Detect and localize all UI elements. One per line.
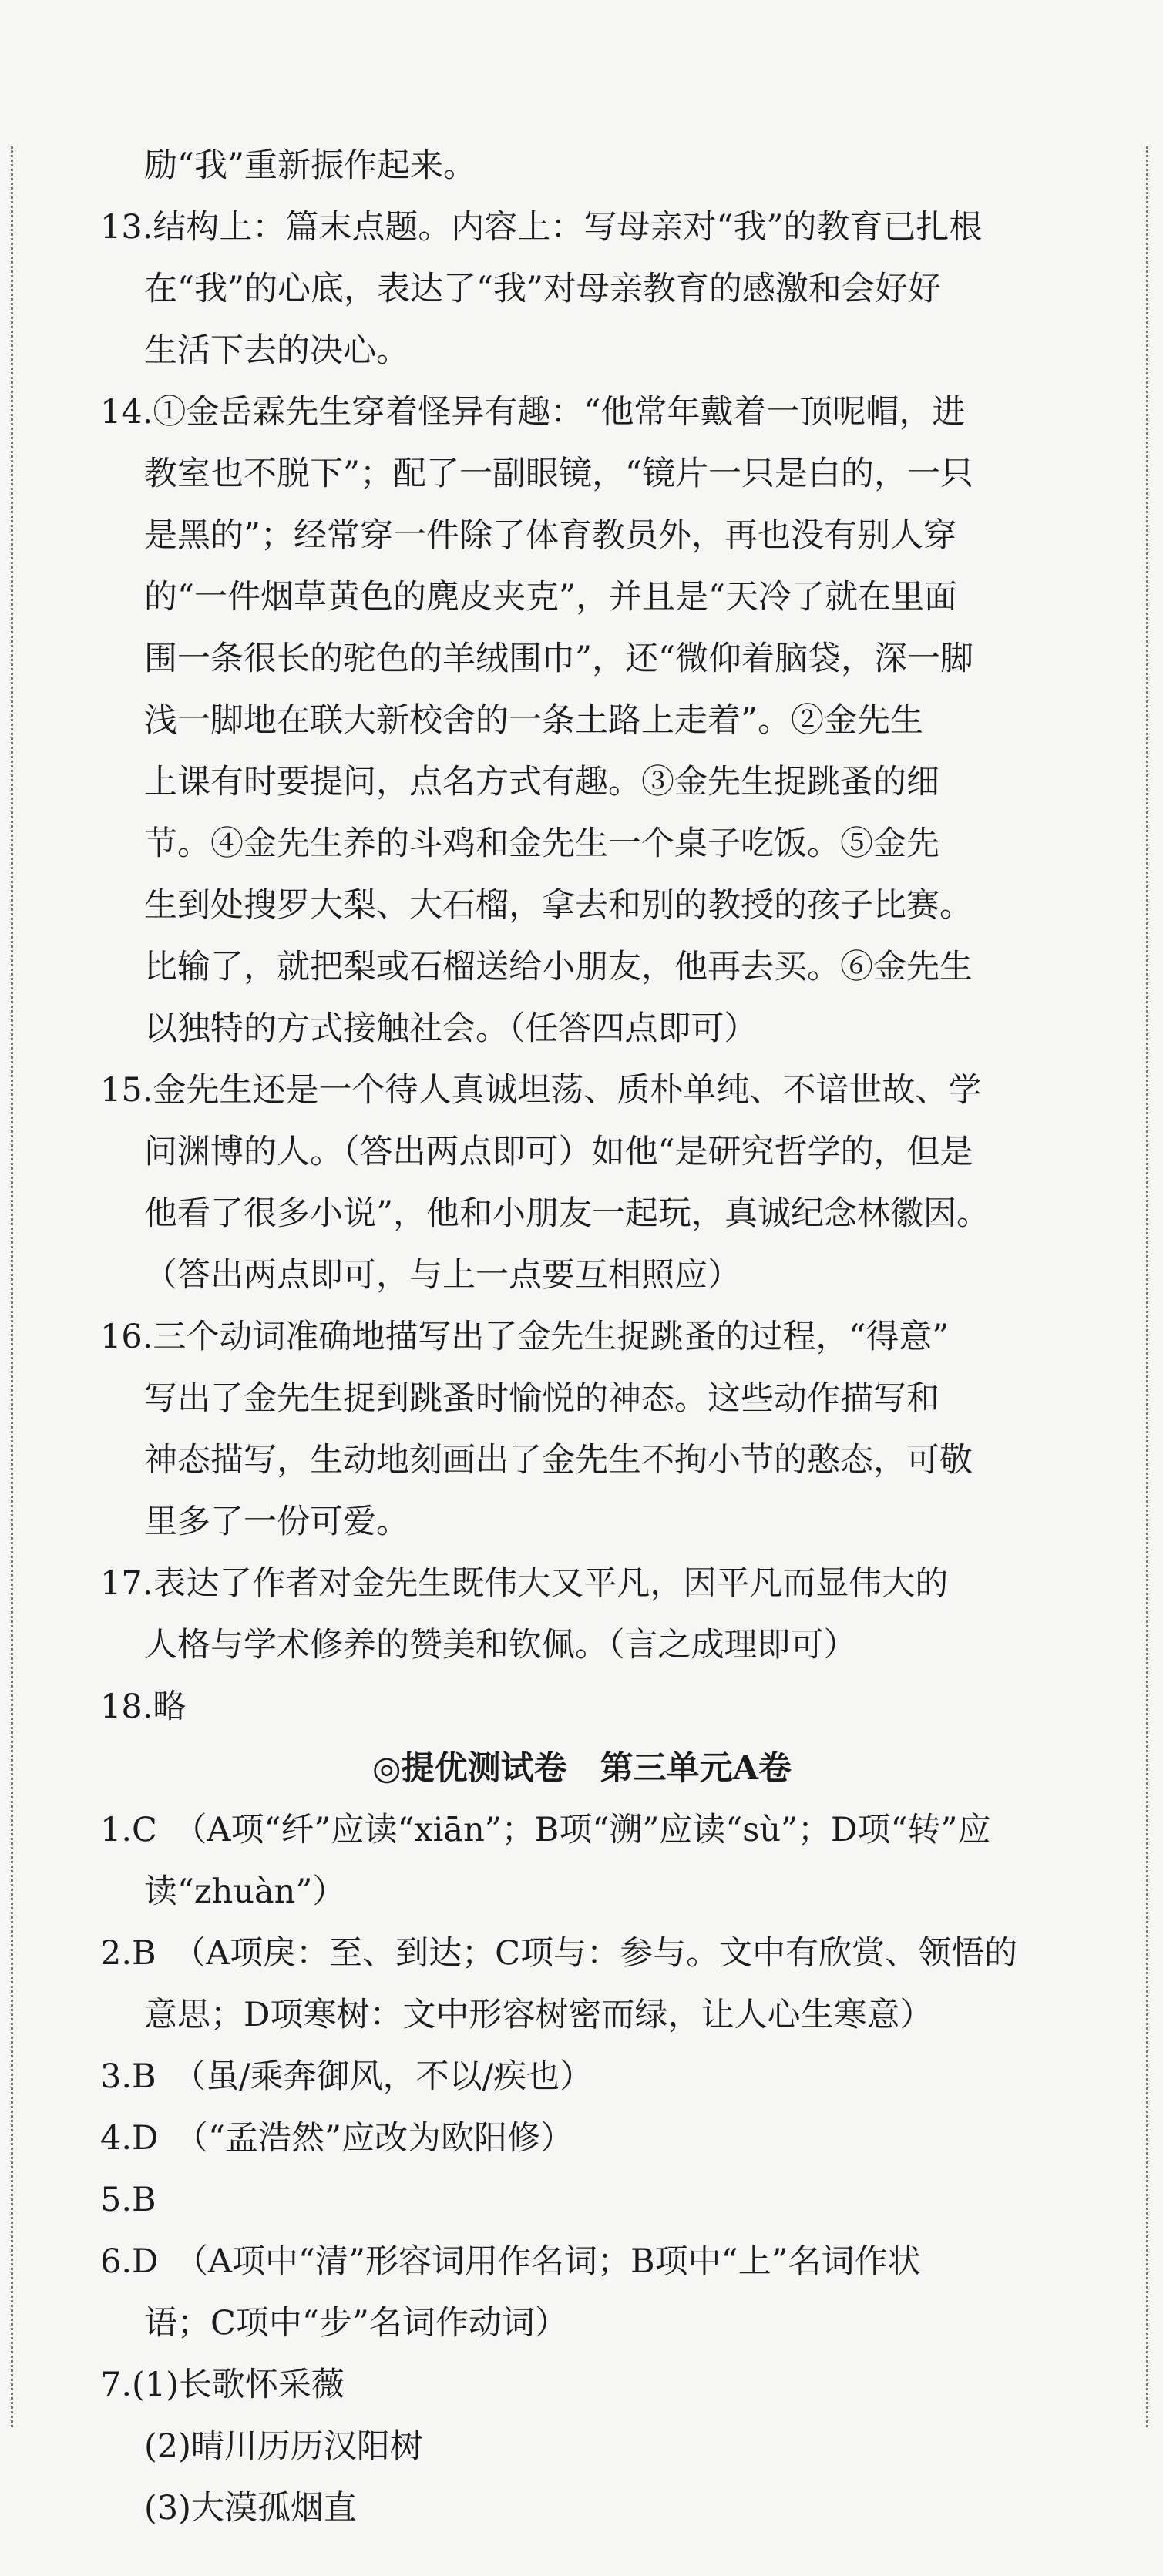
- text-line: 7.(1)长歌怀采薇: [100, 2366, 345, 2404]
- text-line: 浅一脚地在联大新校舍的一条土路上走着”。②金先生: [144, 701, 923, 740]
- answer-text-body: [100, 135, 1064, 2539]
- text-line: 是黑的”；经常穿一件除了体育教员外，再也没有别人穿: [144, 516, 956, 555]
- text-line: (3)大漠孤烟直: [144, 2489, 357, 2527]
- text-line: 6.D （A项中“清”形容词用作名词；B项中“上”名词作状: [100, 2242, 921, 2281]
- text-line: 上课有时要提问，点名方式有趣。③金先生捉跳蚤的细: [144, 763, 939, 801]
- text-line: 教室也不脱下”；配了一副眼镜，“镜片一只是白的，一只: [144, 455, 973, 493]
- text-line: (2)晴川历历汉阳树: [144, 2427, 423, 2466]
- text-line: （答出两点即可，与上一点要互相照应）: [144, 1256, 741, 1295]
- text-line: 生到处搜罗大梨、大石榴，拿去和别的教授的孩子比赛。: [144, 886, 973, 925]
- text-line: 语；C项中“步”名词作动词）: [144, 2304, 568, 2343]
- text-line: 节。④金先生养的斗鸡和金先生一个桌子吃饭。⑤金先: [144, 825, 939, 863]
- text-line: 以独特的方式接触社会。（任答四点即可）: [144, 1009, 758, 1048]
- text-line: 在“我”的心底，表达了“我”对母亲教育的感激和会好好: [144, 270, 941, 308]
- text-line: 17.表达了作者对金先生既伟大又平凡，因平凡而显伟大的: [100, 1564, 949, 1603]
- text-line: 人格与学术修养的赞美和钦佩。（言之成理即可）: [144, 1626, 857, 1664]
- text-line: 问渊博的人。（答出两点即可）如他“是研究哲学的，但是: [144, 1133, 973, 1171]
- text-line: 读“zhuàn”）: [144, 1872, 346, 1911]
- text-line: 2.B （A项戾：至、到达；C项与：参与。文中有欣赏、领悟的: [100, 1934, 1018, 1973]
- text-line: 的“一件烟草黄色的麂皮夹克”，并且是“天冷了就在里面: [144, 578, 957, 616]
- text-line: 3.B （虽/乘奔御风，不以/疾也）: [100, 2057, 593, 2096]
- right-dotted-margin: [1146, 146, 1148, 2427]
- text-line: 里多了一份可爱。: [144, 1503, 409, 1541]
- text-line: 5.B: [100, 2181, 156, 2219]
- text-line: 他看了很多小说”，他和小朋友一起玩，真诚纪念林徽因。: [144, 1194, 990, 1233]
- text-line: 1.C （A项“纤”应读“xiān”；B项“溯”应读“sù”；D项“转”应: [100, 1811, 991, 1849]
- text-line: 围一条很长的驼色的羊绒围巾”，还“微仰着脑袋，深一脚: [144, 640, 973, 678]
- section-heading: ◎提优测试卷 第三单元A卷: [372, 1749, 792, 1788]
- text-line: 18.略: [100, 1688, 187, 1726]
- text-line: 生活下去的决心。: [144, 331, 409, 370]
- text-line: 比输了，就把梨或石榴送给小朋友，他再去买。⑥金先生: [144, 948, 973, 986]
- left-dotted-margin: [11, 146, 13, 2427]
- text-line: 16.三个动词准确地描写出了金先生捉跳蚤的过程，“得意”: [100, 1318, 950, 1356]
- text-line: 13.结构上：篇末点题。内容上：写母亲对“我”的教育已扎根: [100, 208, 983, 247]
- text-line: 4.D （“孟浩然”应改为欧阳修）: [100, 2119, 573, 2158]
- text-line: 意思；D项寒树：文中形容树密而绿，让人心生寒意）: [144, 1996, 933, 2034]
- text-line: 写出了金先生捉到跳蚤时愉悦的神态。这些动作描写和: [144, 1379, 939, 1418]
- text-line: 15.金先生还是一个待人真诚坦荡、质朴单纯、不谙世故、学: [100, 1071, 982, 1110]
- text-line: 14.①金岳霖先生穿着怪异有趣：“他常年戴着一顶呢帽，进: [100, 393, 966, 432]
- text-line: 神态描写，生动地刻画出了金先生不拘小节的憨态，可敬: [144, 1441, 973, 1479]
- text-line: 励“我”重新振作起来。: [144, 146, 476, 185]
